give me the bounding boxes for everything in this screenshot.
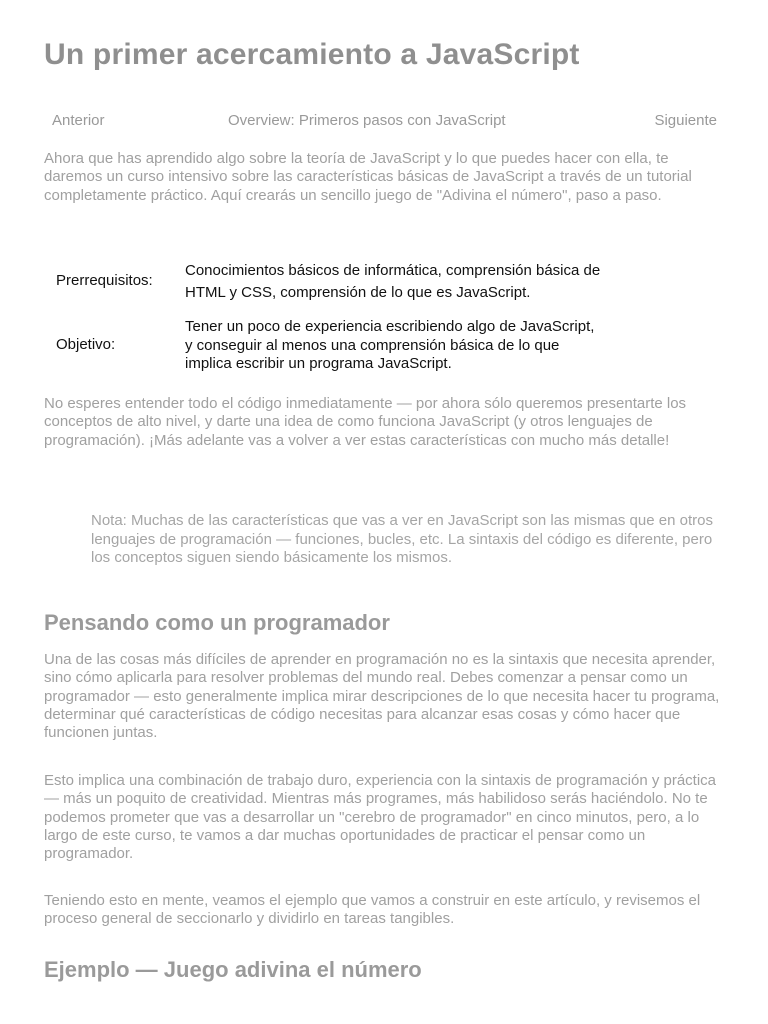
objective-value-line3: implica escribir un programa JavaScript. [185, 355, 452, 372]
thinking-paragraph-3: Teniendo esto en mente, veamos el ejemplo que vamos a construir en este artículo, y revisemos el proceso general de seccionarlo y dividirlo en tareas tangibles. [44, 892, 701, 928]
page-title: Un primer acercamiento a JavaScript [44, 38, 580, 71]
next-link[interactable]: Siguiente [654, 112, 717, 129]
section-heading-thinking: Pensando como un programador [44, 610, 390, 635]
section-heading-example: Ejemplo — Juego adivina el número [44, 957, 422, 982]
objective-value [185, 318, 655, 374]
objective-value-line1: Tener un poco de experiencia escribiendo algo de JavaScript, [185, 318, 595, 335]
prereq-value-line1: Conocimientos básicos de informática, comprensión básica de [185, 262, 601, 279]
thinking-paragraph-2: Esto implica una combinación de trabajo duro, experiencia con la sintaxis de programación y práctica — más un poquito de creatividad. Mientras más programes, más habilidoso serás haciéndolo. No te podemos prometer que vas a desarrollar un "cerebro de programador" en cinco minutos, pero, a lo largo de este curso, te vamos a dar muchas oportunidades de practicar el pensar como un programador. [44, 772, 717, 863]
intro-paragraph: Ahora que has aprendido algo sobre la teoría de JavaScript y lo que puedes hacer con ella, te daremos un curso intensivo sobre las características básicas de JavaScript a través de un tutorial completamente práctico. Aquí crearás un sencillo juego de "Adivina el número", paso a paso. [44, 150, 692, 204]
previous-link[interactable]: Anterior [52, 112, 105, 129]
prereq-label: Prerrequisitos: [56, 272, 153, 289]
overview-link[interactable]: Overview: Primeros pasos con JavaScript [228, 112, 506, 129]
prereq-value [185, 262, 655, 303]
article-nav [44, 112, 724, 132]
concepts-paragraph: No esperes entender todo el código inmediatamente — por ahora sólo queremos presentarte los conceptos de alto nivel, y darte una idea de como funciona JavaScript (y otros lenguajes de programación). ¡Más adelante vas a volver a ver estas características con mucho más detalle! [44, 395, 687, 449]
objective-value-line2: y conseguir al menos una comprensión básica de lo que [185, 336, 560, 354]
thinking-paragraph-1: Una de las cosas más difíciles de aprender en programación no es la sintaxis que necesita aprender, sino cómo aplicarla para resolver problemas del mundo real. Debes comenzar a pensar como un programador — esto generalmente implica mirar descripciones de lo que necesita hacer tu programa, determinar qué características de código necesitas para alcanzar esas cosas y cómo hacer que funcionen juntas. [44, 651, 720, 742]
objective-label: Objetivo: [56, 336, 116, 353]
prereq-value-line2: HTML y CSS, comprensión de lo que es JavaScript. [185, 284, 531, 301]
note-callout: Nota: Muchas de las características que vas a ver en JavaScript son las mismas que en otros lenguajes de programación — funciones, bucles, etc. La sintaxis del código es diferente, pero los conceptos siguen siendo básicamente los mismos. [91, 512, 713, 566]
